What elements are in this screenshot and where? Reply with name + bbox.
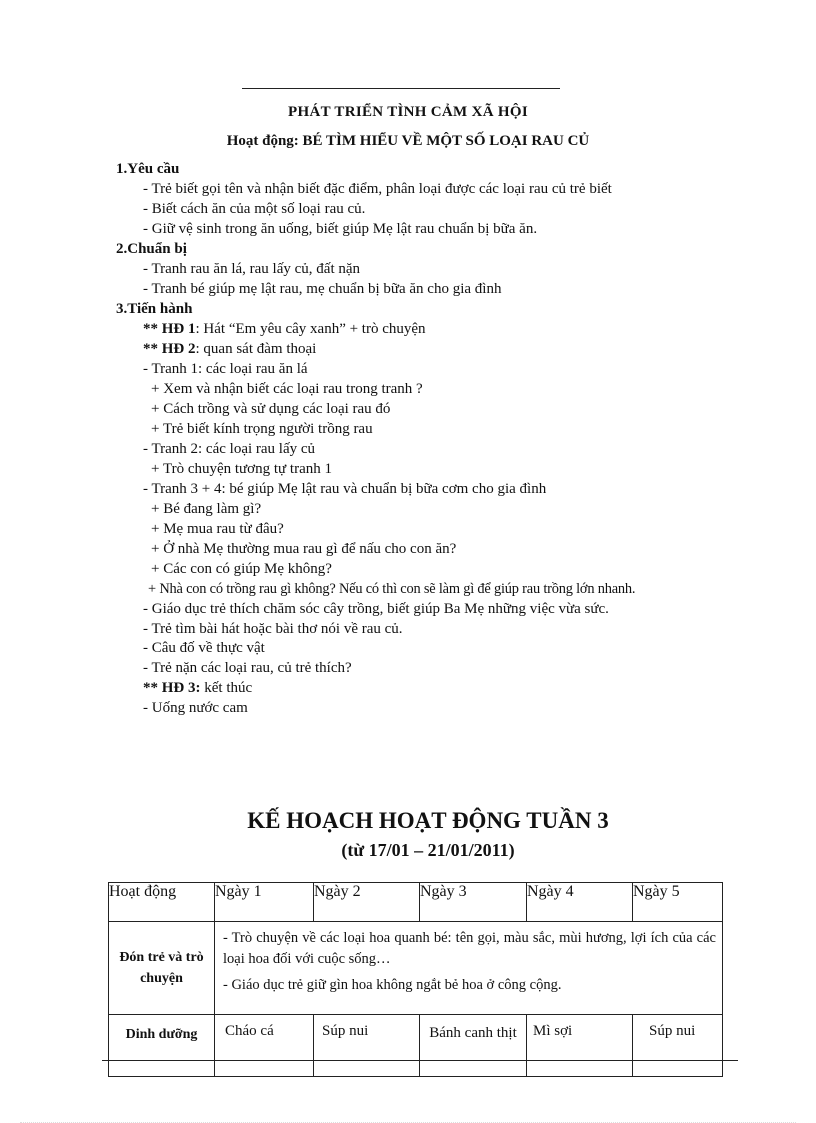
hd2-item: + Ở nhà Mẹ thường mua rau gì để nấu cho con ăn?	[151, 541, 457, 557]
welcome-line: - Trò chuyện về các loại hoa quanh bé: tên gọi, màu sắc, mùi hương, lợi ích của các loại hoa đối với cuộc sống…	[223, 930, 716, 967]
hd2-item: - Tranh 2: các loại rau lấy củ	[143, 441, 316, 457]
nutrition-cell: Súp nui	[314, 1015, 420, 1077]
hd2-item: - Trẻ nặn các loại rau, củ trẻ thích?	[143, 660, 352, 676]
column-header: Ngày 5	[633, 883, 723, 922]
top-divider	[242, 88, 560, 89]
welcome-row-label: Đón trẻ và trò chuyện	[109, 922, 215, 1015]
preparation-item: - Tranh rau ăn lá, rau lấy củ, đất nặn	[143, 261, 361, 277]
table-row	[109, 922, 723, 1015]
activity-title: Hoạt động: BÉ TÌM HIỂU VỀ MỘT SỐ LOẠI RAU CỦ	[226, 133, 590, 149]
hd2-item: - Tranh 1: các loại rau ăn lá	[143, 361, 308, 377]
nutrition-row-label: Dinh dưỡng	[109, 1015, 215, 1077]
hd2-item: + Mẹ mua rau từ đâu?	[151, 521, 284, 537]
requirement-item: - Trẻ biết gọi tên và nhận biết đặc điểm, phân loại được các loại rau củ trẻ biết	[143, 181, 612, 197]
hd2-item: - Giáo dục trẻ thích chăm sóc cây trồng, biết giúp Ba Mẹ những việc vừa sức.	[143, 601, 609, 617]
hd2-item: + Cách trồng và sử dụng các loại rau đó	[151, 401, 391, 417]
nutrition-cell: Mì sợi	[527, 1015, 633, 1077]
nutrition-cell: Súp nui	[633, 1015, 723, 1077]
hd2-label: ** HĐ 2	[143, 341, 196, 357]
preparation-item: - Tranh bé giúp mẹ lật rau, mẹ chuẩn bị bữa ăn cho gia đình	[143, 281, 502, 297]
table-row	[109, 1015, 723, 1077]
hd2-text: : quan sát đàm thoại	[195, 341, 317, 357]
hd2-item: + Xem và nhận biết các loại rau trong tranh ?	[151, 381, 423, 397]
hd1-label: ** HĐ 1	[143, 321, 196, 337]
requirements-heading: 1.Yêu cầu	[116, 161, 180, 177]
plan-date-range: (từ 17/01 – 21/01/2011)	[341, 840, 515, 860]
column-header: Ngày 2	[314, 883, 420, 922]
hd3-text: kết thúc	[200, 680, 253, 696]
hd2-item: + Bé đang làm gì?	[151, 501, 262, 517]
hd3-label: ** HĐ 3:	[143, 680, 201, 696]
hd2-item: + Nhà con có trồng rau gì không? Nếu có thì con sẽ làm gì để giúp rau trồng lớn nhanh.	[148, 581, 636, 597]
hd2-item: + Các con có giúp Mẹ không?	[151, 561, 332, 577]
hd2-item: + Trẻ biết kính trọng người trồng rau	[151, 421, 373, 437]
column-header: Ngày 1	[215, 883, 314, 922]
bottom-divider	[102, 1060, 738, 1061]
procedure-heading: 3.Tiến hành	[116, 301, 193, 317]
hd1-text: : Hát “Em yêu cây xanh” + trò chuyện	[195, 321, 426, 337]
hd2-item: - Tranh 3 + 4: bé giúp Mẹ lật rau và chuẩn bị bữa cơm cho gia đình	[143, 481, 547, 497]
page-title: PHÁT TRIỂN TÌNH CẢM XÃ HỘI	[288, 104, 528, 120]
hd1-line	[143, 321, 426, 338]
closing-item: - Uống nước cam	[143, 700, 248, 716]
hd3-line	[143, 680, 252, 697]
table-header-row	[109, 883, 723, 922]
requirement-item: - Biết cách ăn của một số loại rau củ.	[143, 201, 366, 217]
hd2-line	[143, 341, 316, 358]
nutrition-cell: Cháo cá	[215, 1015, 314, 1077]
weekly-plan-table	[108, 882, 723, 1077]
column-header: Ngày 3	[420, 883, 527, 922]
hd2-item: - Câu đố về thực vật	[143, 640, 265, 656]
hd2-item: - Trẻ tìm bài hát hoặc bài thơ nói về rau củ.	[143, 621, 403, 637]
plan-title: KẾ HOẠCH HOẠT ĐỘNG TUẦN 3	[247, 808, 609, 833]
nutrition-cell: Bánh canh thịt	[420, 1015, 527, 1077]
welcome-row-content	[215, 922, 723, 1015]
hd2-item: + Trò chuyện tương tự tranh 1	[151, 461, 332, 477]
column-header: Hoạt động	[109, 883, 215, 922]
preparation-heading: 2.Chuẩn bị	[116, 241, 187, 257]
welcome-line: - Giáo dục trẻ giữ gìn hoa không ngắt bẻ hoa ở công cộng.	[223, 977, 562, 993]
requirement-item: - Giữ vệ sinh trong ăn uống, biết giúp Mẹ lật rau chuẩn bị bữa ăn.	[143, 221, 538, 237]
column-header: Ngày 4	[527, 883, 633, 922]
